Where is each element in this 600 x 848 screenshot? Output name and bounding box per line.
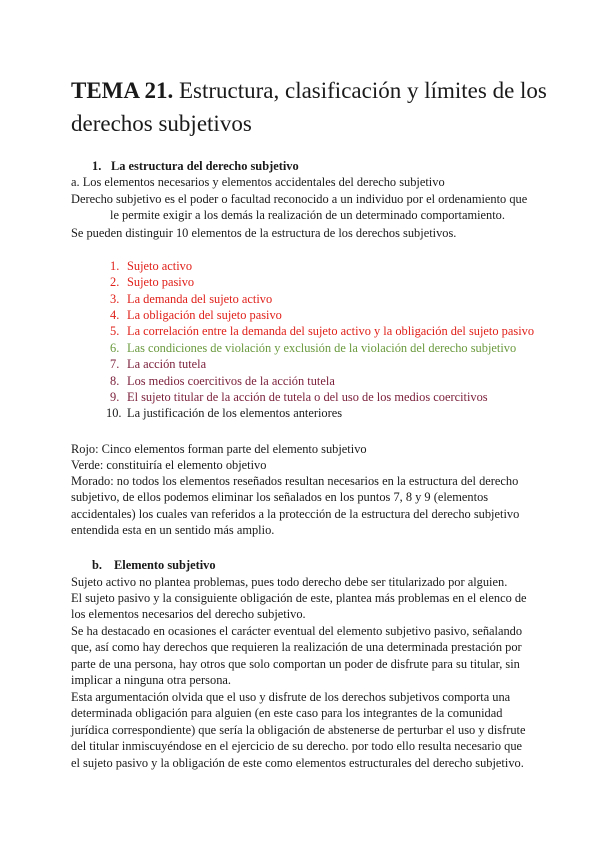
paragraph: Esta argumentación olvida que el uso y disfrute de los derechos subjetivos comporta una determinada obligación para alguien (en este caso para los integrantes de la comunidad jurídica correspondiente) que sería la obligación de abstenerse de perturbar el uso y disfrute del titular inmiscuyéndose en el ejercicio de su derecho. por todo ello resulta necesario que el sujeto pasivo y la obligación de este como elementos estructurales del derecho subjetivo. xyxy=(71,690,526,770)
subsection-a: a. Los elementos necesarios y elementos accidentales del derecho subjetivo xyxy=(71,175,445,189)
definition-line-1: Derecho subjetivo es el poder o facultad reconocido a un individuo por el ordenamiento que xyxy=(71,192,528,206)
section-b-number: b. xyxy=(92,558,102,572)
section-1-number: 1. xyxy=(92,159,102,173)
list-item: 5. La correlación entre la demanda del sujeto activo y la obligación del sujeto pasivo xyxy=(110,324,535,338)
list-item: 4. La obligación del sujeto pasivo xyxy=(110,308,282,322)
section-1-title: La estructura del derecho subjetivo xyxy=(111,159,299,173)
paragraph: El sujeto pasivo y la consiguiente obligación de este, plantea más problemas en el elenco de los elementos necesarios del derecho subjetivo. xyxy=(71,591,527,622)
list-item: 8. Los medios coercitivos de la acción tutela xyxy=(110,374,335,388)
definition-line-2: le permite exigir a los demás la realización de un determinado comportamiento. xyxy=(110,208,505,222)
section-b-heading xyxy=(92,557,216,573)
legend-morado: Morado: no todos los elementos reseñados resultan necesarios en la estructura del derecho subjetivo, de ellos podemos eliminar los señalados en los puntos 7, 8 y 9 (elementos accidentales) los cuales van referidos a la protección de la estructura del derecho subjetivo entendida esta en un sentido más amplio. xyxy=(71,474,520,538)
title-text: Estructura, clasificación y límites de los derechos subjetivos xyxy=(71,78,547,136)
list-item: 2. Sujeto pasivo xyxy=(110,275,195,289)
section-b-title: Elemento subjetivo xyxy=(114,558,216,572)
list-item: 1. Sujeto activo xyxy=(110,259,193,273)
list-item: 10. La justificación de los elementos anteriores xyxy=(106,406,343,420)
legend-rojo: Rojo: Cinco elementos forman parte del elemento subjetivo xyxy=(71,442,367,456)
page-title xyxy=(71,74,561,140)
list-item: 9. El sujeto titular de la acción de tutela o del uso de los medios coercitivos xyxy=(110,390,488,404)
title-number: TEMA 21. xyxy=(71,78,174,103)
list-item: 7. La acción tutela xyxy=(110,357,207,371)
list-item: 3. La demanda del sujeto activo xyxy=(110,292,273,306)
section-1-heading xyxy=(92,158,299,174)
list-item: 6. Las condiciones de violación y exclusión de la violación del derecho subjetivo xyxy=(110,341,517,355)
legend-verde: Verde: constituiría el elemento objetivo xyxy=(71,458,267,472)
paragraph: Se ha destacado en ocasiones el carácter eventual del elemento subjetivo pasivo, señalando que, así como hay derechos que requieren la realización de una determinada prestación por parte de una persona, hay otros que solo comportan un poder de disfrute para su titular, sin implicar a ninguna otra persona. xyxy=(71,624,523,688)
list-intro: Se pueden distinguir 10 elementos de la estructura de los derechos subjetivos. xyxy=(71,226,457,240)
paragraph: Sujeto activo no plantea problemas, pues todo derecho debe ser titularizado por alguien. xyxy=(71,575,508,589)
